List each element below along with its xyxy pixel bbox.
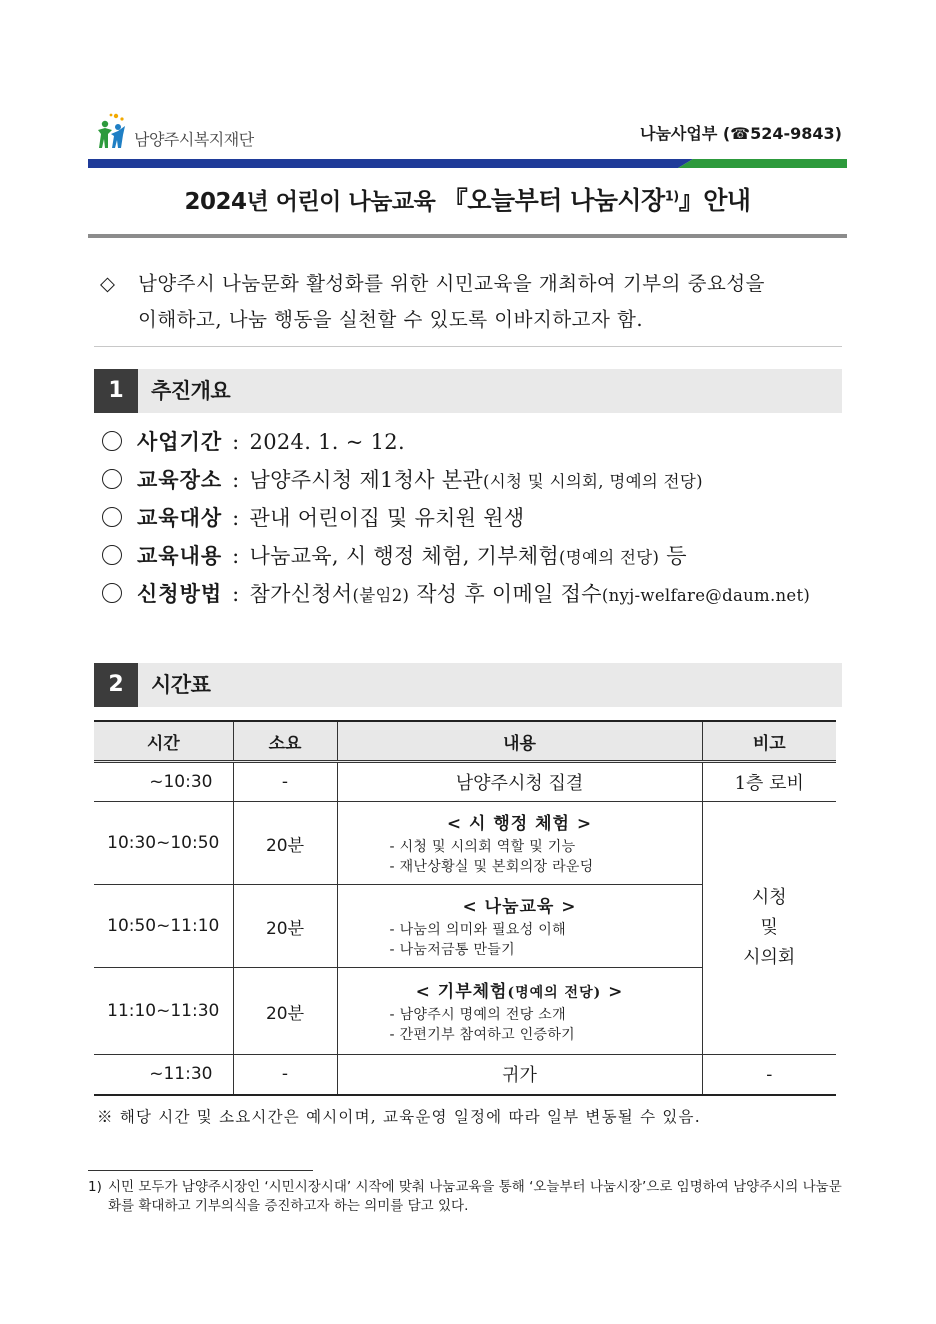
section-header-overview bbox=[94, 369, 842, 413]
title-prefix: 2024년 어린이 나눔교육 bbox=[184, 189, 436, 215]
note-line: 시의회 bbox=[743, 947, 796, 968]
activity-title bbox=[338, 977, 702, 1002]
column-header: 시간 bbox=[94, 721, 233, 762]
intro-divider bbox=[94, 346, 842, 347]
overview-value-note: (시청 및 시의회, 명예의 전당) bbox=[483, 472, 703, 491]
activity-detail: - 나눔저금통 만들기 bbox=[389, 942, 515, 958]
activity-title-note: (명예의 전당) bbox=[507, 985, 602, 1001]
overview-value-tail: 등 bbox=[659, 544, 687, 568]
activity-detail: - 재난상황실 및 본회의장 라운딩 bbox=[389, 859, 594, 875]
footnote-mark: 1) bbox=[88, 1179, 102, 1195]
footnote bbox=[88, 1178, 848, 1216]
time-cell: 10:50~11:10 bbox=[94, 885, 233, 968]
overview-value: 2024. 1. ~ 12. bbox=[249, 430, 405, 454]
table-header-row bbox=[94, 721, 836, 762]
diamond-bullet-icon: ◇ bbox=[100, 272, 116, 295]
overview-item: 사업기간 : 2024. 1. ~ 12. bbox=[100, 426, 405, 462]
table-row bbox=[94, 1055, 836, 1095]
content-cell: 귀가 bbox=[337, 1055, 702, 1095]
section-number: 2 bbox=[94, 663, 138, 707]
column-header: 비고 bbox=[702, 721, 836, 762]
table-row bbox=[94, 762, 836, 802]
note-cell: 1층 로비 bbox=[702, 762, 836, 802]
overview-value-tail: 작성 후 이메일 접수 bbox=[409, 582, 602, 606]
duration-cell: - bbox=[233, 762, 337, 802]
note-cell: - bbox=[702, 1055, 836, 1095]
activity-detail: - 나눔의 의미와 필요성 이해 bbox=[389, 922, 566, 938]
overview-key: 사업기간 bbox=[137, 429, 223, 454]
footnote-text: 시민 모두가 남양주시장인 ‘시민시장시대’ 시작에 맞춰 나눔교육을 통해 ‘오늘부터 나눔시장’으로 임명하여 남양주시의 나눔문화를 확대하고 기부의식을 증진하고자 하는 의미를 담고 있다. bbox=[108, 1179, 842, 1214]
org-name: 남양주시복지재단 bbox=[134, 130, 254, 149]
section-header-schedule bbox=[94, 663, 842, 707]
overview-value-note: (붙임2) bbox=[352, 586, 410, 605]
note-line: 시청 bbox=[751, 887, 787, 908]
time-cell: 11:10~11:30 bbox=[94, 968, 233, 1055]
activity-title-end: > bbox=[601, 982, 624, 1002]
overview-item: 교육장소 : 남양주시청 제1청사 본관(시청 및 시의회, 명예의 전당) bbox=[100, 464, 703, 500]
column-header: 소요 bbox=[233, 721, 337, 762]
time-cell: ~10:30 bbox=[94, 762, 233, 802]
overview-value: 참가신청서 bbox=[249, 582, 353, 606]
intro-line-2: 이해하고, 나눔 행동을 실천할 수 있도록 이바지하고자 함. bbox=[138, 308, 644, 331]
schedule-table bbox=[94, 720, 836, 1096]
org-logo bbox=[94, 112, 284, 156]
circle-bullet-icon bbox=[102, 583, 122, 603]
email-address: (nyj-welfare@daum.net) bbox=[601, 586, 811, 605]
overview-key: 교육대상 bbox=[137, 505, 223, 530]
activity-title: < 시 행정 체험 > bbox=[446, 814, 593, 834]
content-cell: 남양주시청 집결 bbox=[337, 762, 702, 802]
title-main: 『오늘부터 나눔시장 bbox=[442, 186, 665, 215]
duration-cell: 20분 bbox=[233, 968, 337, 1055]
circle-bullet-icon bbox=[102, 469, 122, 489]
circle-bullet-icon bbox=[102, 545, 122, 565]
department-contact: 나눔사업부 (☎524-9843) bbox=[640, 124, 842, 143]
circle-bullet-icon bbox=[102, 507, 122, 527]
section-title: 추진개요 bbox=[151, 379, 231, 403]
logo-figures-icon bbox=[94, 112, 130, 152]
overview-key: 교육내용 bbox=[137, 543, 223, 568]
overview-value-note: (명예의 전당) bbox=[559, 548, 660, 567]
overview-item: 신청방법 : 참가신청서(붙임2) 작성 후 이메일 접수(nyj-welfare@daum.net) bbox=[100, 578, 810, 614]
column-header: 내용 bbox=[337, 721, 702, 762]
content-cell bbox=[337, 802, 702, 885]
activity-detail: - 남양주시 명예의 전당 소개 bbox=[389, 1007, 566, 1023]
intro-paragraph bbox=[100, 266, 840, 338]
activity-title-main: < 기부체험 bbox=[415, 982, 508, 1002]
content-cell bbox=[337, 885, 702, 968]
title-footnote-ref: 1) bbox=[664, 189, 679, 205]
overview-key: 교육장소 bbox=[137, 467, 223, 492]
time-cell: 10:30~10:50 bbox=[94, 802, 233, 885]
time-cell: ~11:30 bbox=[94, 1055, 233, 1095]
title-divider bbox=[88, 234, 847, 238]
table-row bbox=[94, 802, 836, 885]
overview-value: 남양주시청 제1청사 본관 bbox=[249, 468, 484, 492]
footnote-divider bbox=[88, 1170, 313, 1171]
document-title bbox=[88, 181, 847, 217]
content-cell bbox=[337, 968, 702, 1055]
duration-cell: 20분 bbox=[233, 885, 337, 968]
activity-title: < 나눔교육 > bbox=[462, 897, 577, 917]
duration-cell: - bbox=[233, 1055, 337, 1095]
activity-detail: - 시청 및 시의회 역할 및 기능 bbox=[389, 839, 576, 855]
intro-line-1: 남양주시 나눔문화 활성화를 위한 시민교육을 개최하여 기부의 중요성을 bbox=[138, 272, 765, 295]
circle-bullet-icon bbox=[102, 431, 122, 451]
title-suffix: 』안내 bbox=[678, 186, 751, 215]
overview-item: 교육대상 : 관내 어린이집 및 유치원 원생 bbox=[100, 502, 524, 538]
overview-value: 나눔교육, 시 행정 체험, 기부체험 bbox=[249, 544, 560, 568]
merged-note-cell bbox=[702, 802, 836, 1055]
section-number: 1 bbox=[94, 369, 138, 413]
schedule-disclaimer: ※ 해당 시간 및 소요시간은 예시이며, 교육운영 일정에 따라 일부 변동될 수 있음. bbox=[97, 1108, 701, 1126]
duration-cell: 20분 bbox=[233, 802, 337, 885]
overview-value: 관내 어린이집 및 유치원 원생 bbox=[249, 506, 525, 530]
section-title: 시간표 bbox=[151, 673, 211, 697]
activity-detail: - 간편기부 참여하고 인증하기 bbox=[389, 1027, 575, 1043]
overview-key: 신청방법 bbox=[137, 581, 223, 606]
overview-item: 교육내용 : 나눔교육, 시 행정 체험, 기부체험(명예의 전당) 등 bbox=[100, 540, 687, 576]
header-color-stripe bbox=[88, 159, 847, 168]
note-line: 및 bbox=[760, 917, 778, 938]
